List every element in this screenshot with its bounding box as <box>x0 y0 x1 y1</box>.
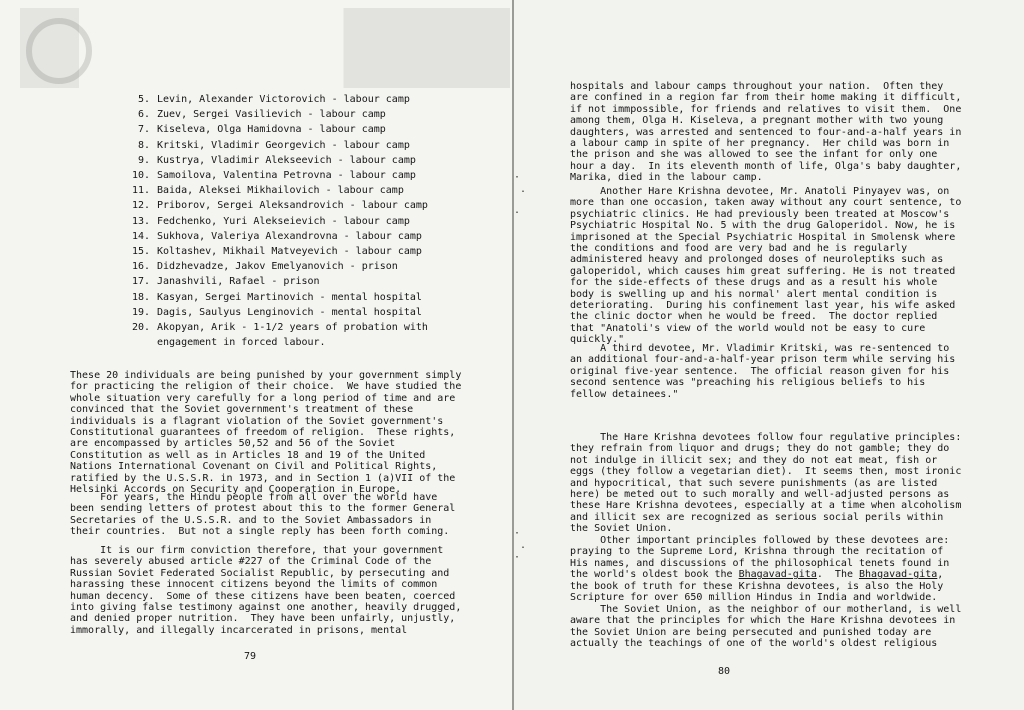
list-item <box>128 138 488 153</box>
list-item <box>128 320 488 335</box>
list-item-number: 10. <box>131 170 150 182</box>
list-item <box>128 168 488 183</box>
list-item-text: Dagis, Saulyus Lenginovich - mental hospital <box>157 306 422 318</box>
list-item <box>128 229 488 244</box>
paragraph-scripture <box>570 535 949 603</box>
margin-mark-2: . <box>514 205 521 216</box>
detainee-list <box>128 92 488 350</box>
list-item-text: Levin, Alexander Victorovich - labour camp <box>157 94 410 105</box>
list-item <box>128 92 488 107</box>
list-item-text: Priborov, Sergei Aleksandrovich - labour camp <box>157 200 428 212</box>
detainee-list-rows <box>128 92 488 335</box>
list-item-text: Kasyan, Sergei Martinovich - mental hospital <box>157 291 422 303</box>
list-item-text: Kiseleva, Olga Hamidovna - labour camp <box>157 124 386 136</box>
bleed-through-logo <box>26 18 92 84</box>
list-item-number: 11. <box>131 185 150 197</box>
paragraph-protest: For years, the Hindu people from all over the world have been sending letters of protest about this to the former General Secretaries of the U.S.S.R. and to the Soviet Ambassadors in their countries. But not a single reply has been forth coming. <box>70 492 456 538</box>
list-continuation: engagement in forced labour. <box>157 337 326 349</box>
margin-mark-3: · . · <box>514 528 527 563</box>
list-item <box>128 290 488 305</box>
list-item <box>128 305 488 320</box>
margin-mark-1: · . <box>514 172 527 195</box>
list-item-text: Kritski, Vladimir Georgevich - labour camp <box>157 139 410 151</box>
right-page <box>514 0 1024 710</box>
paragraph-conviction: It is our firm conviction therefore, that your government has severely abused article #227 of the Criminal Code of the Russian Soviet Federated Socialist Republic, by persecuting and harassing these innocent citizens beyond the limits of common human decency. Some of these citizens have been beaten, coerced into giving false testimony against one another, heavily drugged, and denied proper nutrition. They have been unfairly, unjustly, immorally, and illegally incarcerated in prisons, mental <box>70 545 462 636</box>
list-item-text: Koltashev, Mikhail Matveyevich - labour camp <box>157 246 422 258</box>
list-item-text: Baida, Aleksei Mikhailovich - labour camp <box>157 185 404 197</box>
book-title-1: Bhagavad-gita <box>738 569 817 581</box>
book-title-2: Bhagavad-gita <box>859 569 938 581</box>
list-item-number: 20. <box>131 322 150 334</box>
list-item-text: Zuev, Sergei Vasilievich - labour camp <box>157 109 386 121</box>
paragraph-rights: These 20 individuals are being punished by your government simply for practicing the religion of their choice. We have studied the whole situation very carefully for a long period of time and are convinced that the Soviet government's treatment of these individuals is a flagrant violation of the Soviet government's Constitutional guarantees of freedom of religion. These rights, are encompassed by articles 50,52 and 56 of the Soviet Constitution as well as in Articles 18 and 19 of the United Nations International Covenant on Civil and Political Rights, ratified by the U.S.S.R. in 1973, and in Section 1 (a)VII of the Helsinki Accords on Security and Cooperation in Europe. <box>70 370 462 496</box>
list-item-text: Fedchenko, Yuri Alekseievich - labour camp <box>157 215 410 227</box>
page-number: 79 <box>244 651 257 662</box>
list-item-number: 9. <box>137 154 150 166</box>
list-item <box>128 107 488 122</box>
list-item-number: 13. <box>131 215 150 227</box>
paragraph-pinyayev: Another Hare Krishna devotee, Mr. Anatoli Pinyayev was, on more than one occasion, taken away without any court sentence, to psychiatric clinics. He had previously been treated at Moscow's Psychiatric Hospital No. 5 with the drug Galoperidol. Now, he is imprisoned at the Special Psychiatric Hospital in Smolensk where the conditions and food are very bad and he is regularly administered heavy and prolonged doses of neuroleptiks such as galoperidol, which causes him great suffering. He is not treated for the side-effects of these drugs and as a result his whole body is swelling up and his normal' alert mental condition is deteriorating. During his confinement last year, his wife asked the clinic doctor when he would be freed. The doctor replied that "Anatoli's view of the world would not be easy to cure quickly." <box>570 186 962 346</box>
list-item <box>128 183 488 198</box>
list-item-number: 8. <box>137 139 150 151</box>
list-item-text: Kustrya, Vladimir Alekseevich - labour camp <box>157 154 416 166</box>
list-item-number: 16. <box>131 261 150 273</box>
list-item-number: 5. <box>137 94 150 105</box>
list-item-number: 12. <box>131 200 150 212</box>
list-item-number: 17. <box>131 276 150 288</box>
list-item-number: 19. <box>131 306 150 318</box>
list-item <box>128 198 488 213</box>
scripture-text-a: Other important principles followed by these devotees are: praying to the Supreme Lord, Krishna through the recitation of His names, and discussions of the philosophical tenets found in the world's oldest book the <box>570 535 950 581</box>
list-item <box>128 153 488 168</box>
list-item-number: 18. <box>131 291 150 303</box>
list-item-text: Sukhova, Valeriya Alexandrovna - labour camp <box>157 230 422 242</box>
page-number: 80 <box>718 666 731 677</box>
list-item <box>128 214 488 229</box>
list-item-text: Akopyan, Arik - 1-1/2 years of probation with <box>157 322 428 334</box>
list-item <box>128 274 488 289</box>
list-item-number: 15. <box>131 246 150 258</box>
list-item-number: 6. <box>137 109 150 121</box>
paragraph-principles: The Hare Krishna devotees follow four regulative principles: they refrain from liquor and drugs; they do not gamble; they do not indulge in illicit sex; and they do not eat meat, fish or eggs (they follow a vegetarian diet). It seems then, most ironic and hypocritical, that such severe punishments (as are listed here) be meted out to such morally and well-adjusted persons as these Hare Krishna devotees, especially at a time when alcoholism and illicit sex are recognized as serious social perils within the Soviet Union. <box>570 432 962 535</box>
paragraph-kritski: A third devotee, Mr. Vladimir Kritski, was re-sentenced to an additional four-and-a-half-year prison term while serving his original five-year sentence. The official reason given for his second sentence was "preaching his religious beliefs to his fellow detainees." <box>570 343 956 400</box>
list-item-number: 7. <box>137 124 150 136</box>
list-item-text: Samoilova, Valentina Petrovna - labour camp <box>157 170 416 182</box>
list-item <box>128 122 488 137</box>
paragraph-soviet-union: The Soviet Union, as the neighbor of our motherland, is well aware that the principles for which the Hare Krishna devotees in the Soviet Union are being persecuted and punished today are actually the teachings of one of the world's oldest religious <box>570 604 962 650</box>
list-item-number: 14. <box>131 230 150 242</box>
paragraph-labour-camps: hospitals and labour camps throughout your nation. Often they are confined in a region far from their home making it difficult, if not immpossible, for friends and relatives to visit them. One among them, Olga H. Kiseleva, a pregnant mother with two young daughters, was arrested and sentenced to four-and-a-half years in a labour camp in spite of her pregnancy. Her child was born in the prison and she was allowed to see the infant for only one hour a day. In its eleventh month of life, Olga's baby daughter, Marika, died in the labour camp. <box>570 81 962 184</box>
bleed-through-header <box>20 8 510 88</box>
scripture-text-c: . The <box>816 569 860 581</box>
scripture-text-e: , the book of truth for these Krishna devotees, is also the Holy Scripture for over 650 million Hindus in India and worldwide. <box>570 569 944 604</box>
list-item <box>128 244 488 259</box>
list-item <box>128 259 488 274</box>
list-item-text: Didzhevadze, Jakov Emelyanovich - prison <box>157 261 398 273</box>
list-item-text: Janashvili, Rafael - prison <box>157 276 320 288</box>
